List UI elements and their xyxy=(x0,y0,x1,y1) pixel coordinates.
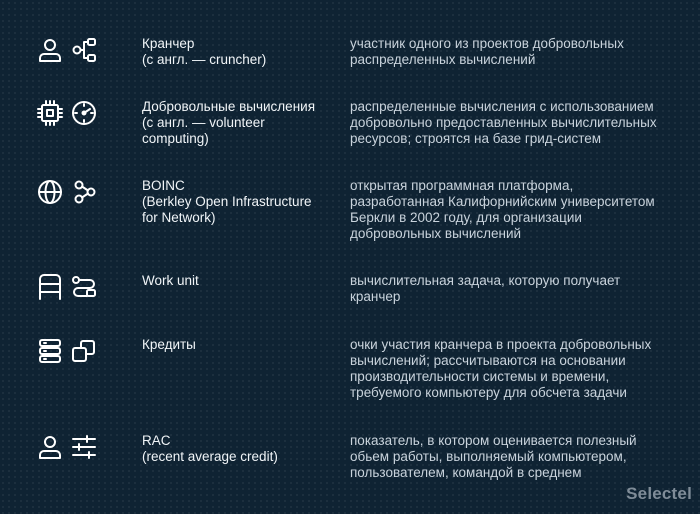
globe-icon xyxy=(36,178,64,206)
row-icons xyxy=(36,433,100,463)
row-icons xyxy=(36,99,100,129)
user-icon xyxy=(36,433,64,461)
cpu-icon xyxy=(36,99,64,127)
row-icons xyxy=(36,36,100,66)
definition: открытая программная платформа, разработанная Калифорнийским университетом Беркли в 2002 году, для организации добровольных вычислений xyxy=(350,178,655,241)
definition: участник одного из проектов добровольных распределенных вычислений xyxy=(350,36,624,67)
definition: вычислительная задача, которую получает кранчер xyxy=(350,273,621,304)
term: Work unit xyxy=(142,273,199,288)
definition: очки участия кранчера в проекта добровольных вычислений; рассчитываются на основании производительности системы и времени, требуемого компьютеру для обсчета задачи xyxy=(350,337,652,400)
database-stack-icon xyxy=(36,337,64,365)
definition: показатель, в котором оценивается полезный обьем работы, выполняемый компьютером, пользователем, командой в среднем xyxy=(350,433,637,480)
row-icons xyxy=(36,178,100,208)
user-icon xyxy=(36,36,64,64)
server-rack-icon xyxy=(36,273,64,301)
definition: распределенные вычисления с использованием добровольно предоставленных вычислительных ресурсов; строятся на базе грид-систем xyxy=(350,99,657,146)
selectel-logo: Selectel xyxy=(626,484,692,503)
term: Кранчер (с англ. — cruncher) xyxy=(142,36,267,67)
cluster-nodes-icon xyxy=(70,178,98,206)
row-icons xyxy=(36,273,100,303)
row-icons xyxy=(36,337,100,367)
workflow-icon xyxy=(70,273,98,301)
term: Кредиты xyxy=(142,337,196,352)
term: BOINC (Berkley Open Infrastructure for Network) xyxy=(142,178,312,225)
term: Добровольные вычисления (с англ. — volunteer computing) xyxy=(142,99,316,146)
dashboard-gauge-icon xyxy=(70,99,98,127)
network-nodes-icon xyxy=(70,36,98,64)
term: RAC (recent average credit) xyxy=(142,433,278,464)
copy-windows-icon xyxy=(70,337,98,365)
sliders-icon xyxy=(70,433,98,461)
